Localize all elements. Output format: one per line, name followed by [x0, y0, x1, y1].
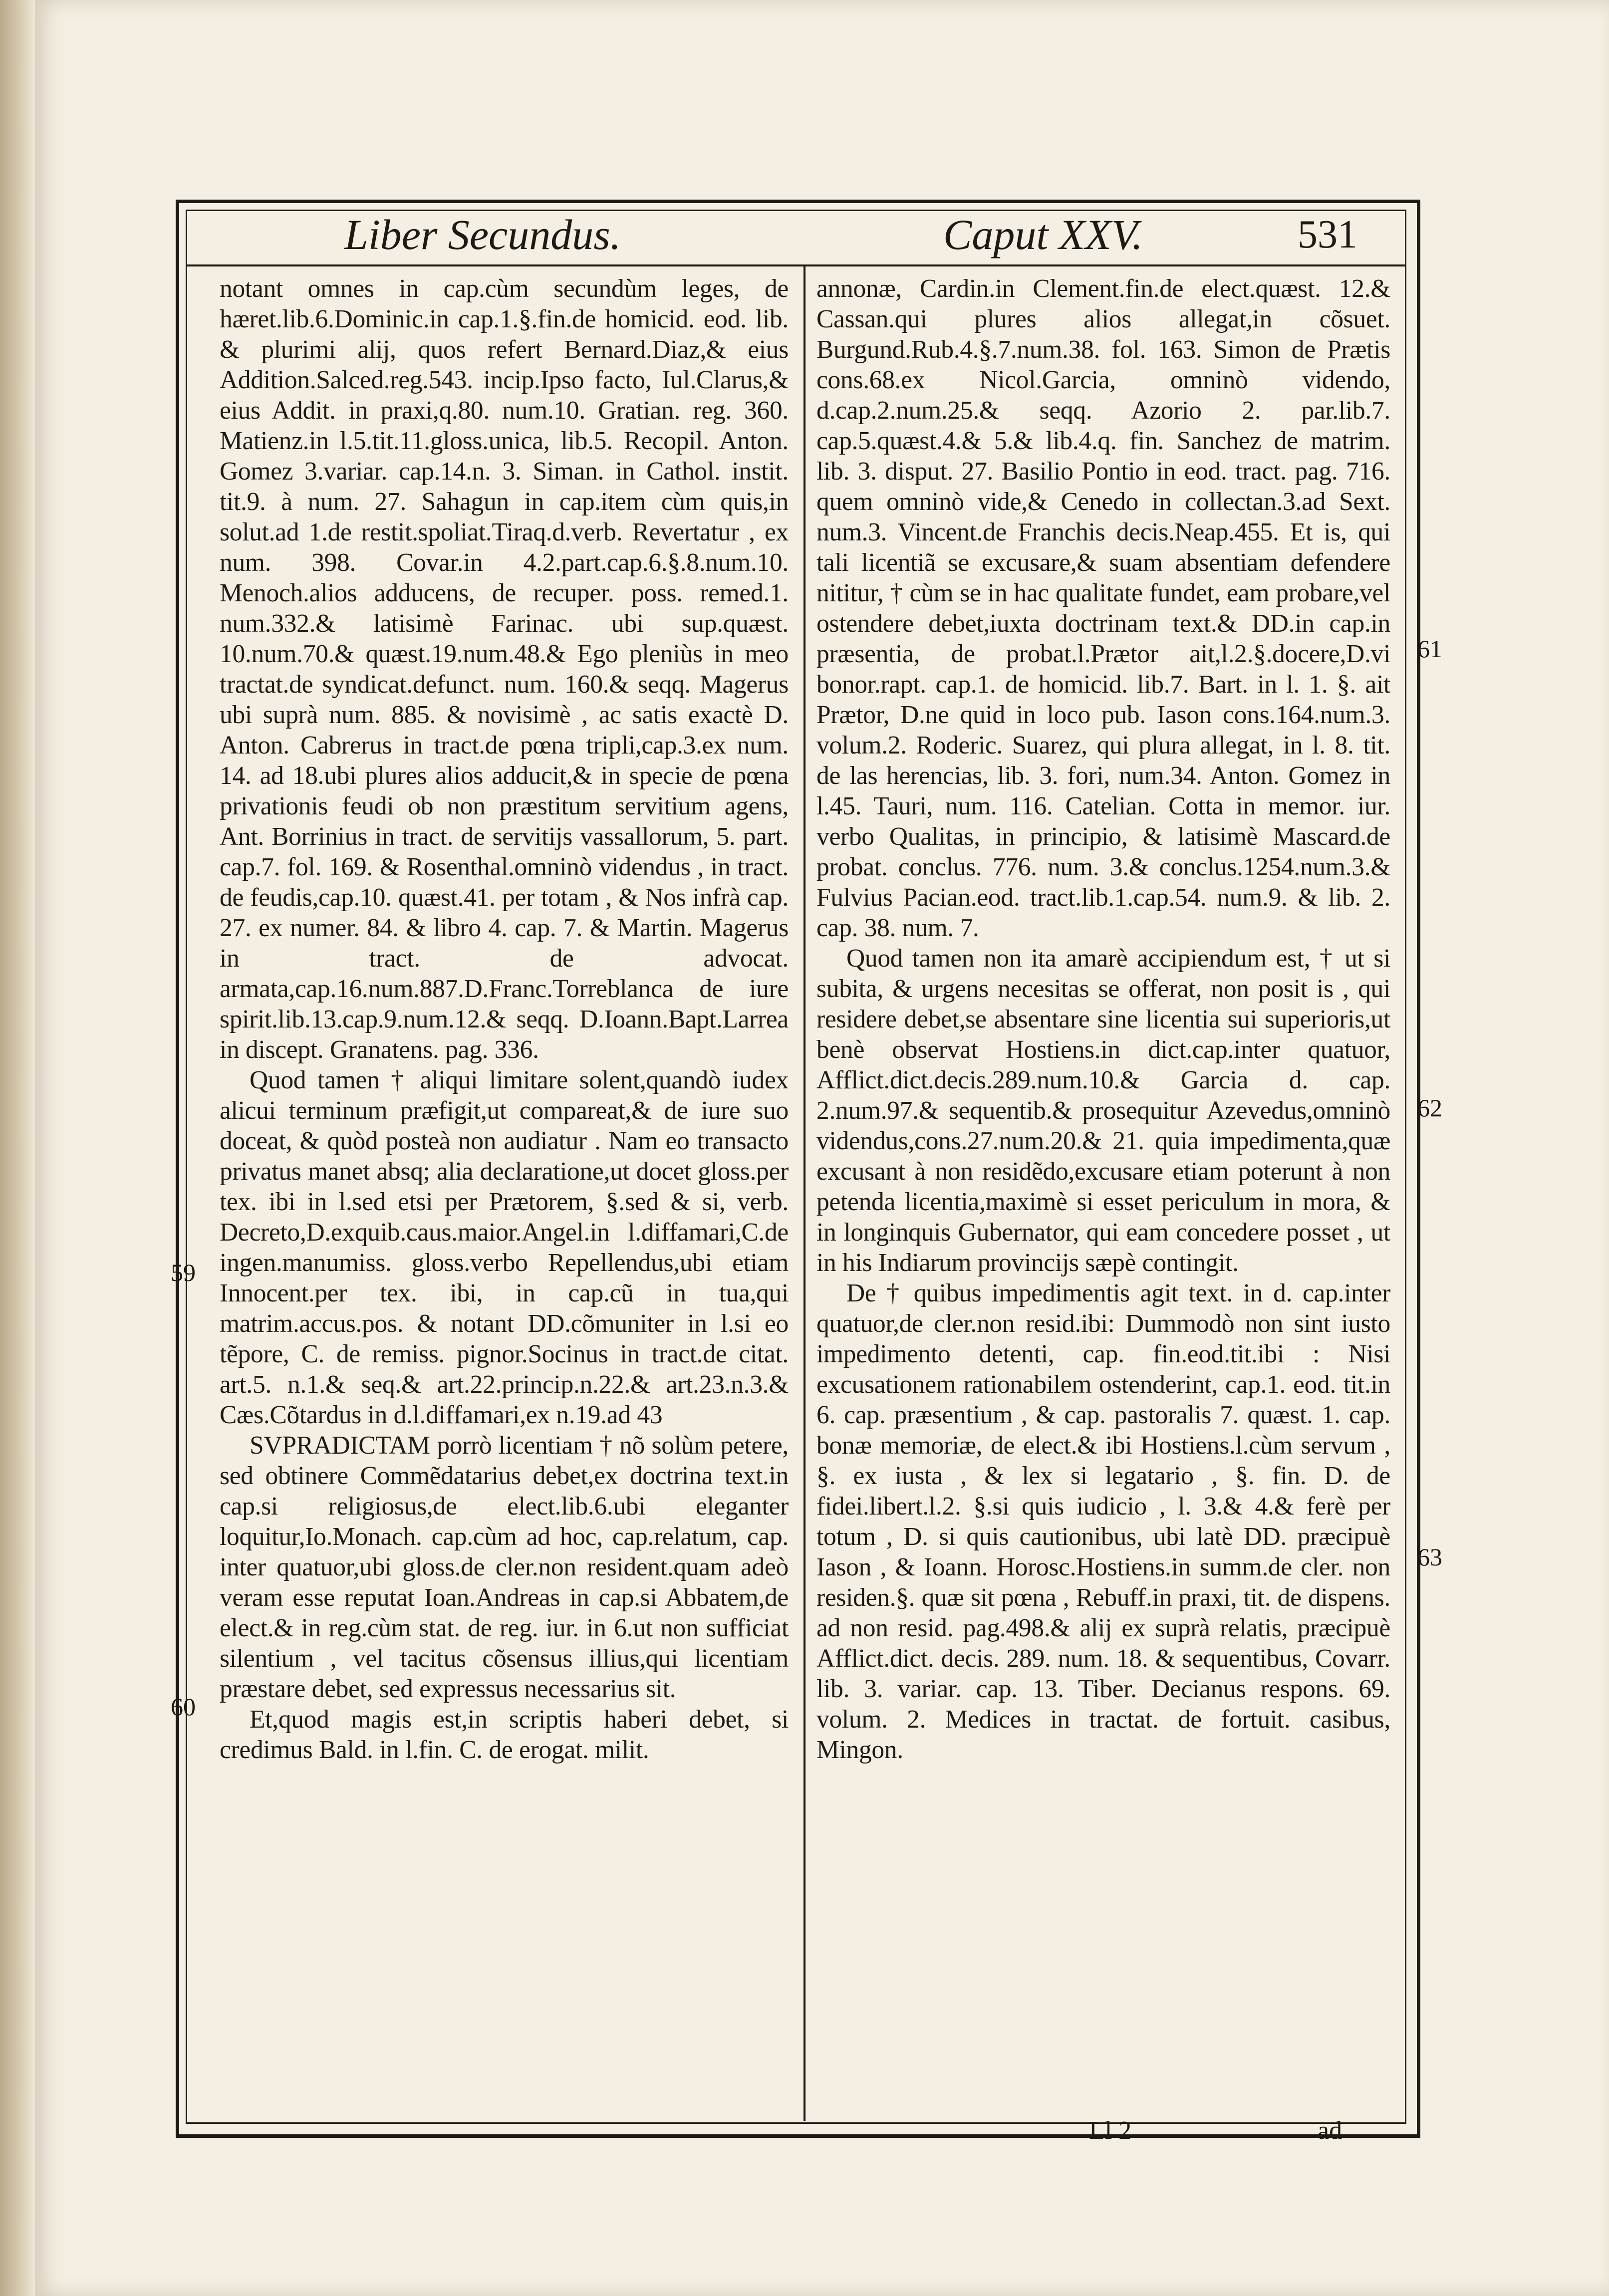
paragraph: De † quibus impedimentis agit text. in d. cap.inter quatuor,de cler.non resid.ibi: Dummodò non sint iusto impedimento detenti, cap. fin.eod.tit.ibi : Nisi excusationem rationabilem ostenderint, cap.1. eod. tit.in 6. cap. præsentium , & cap. pastoralis 7. quæst. 1. cap. bonæ memoriæ, de elect.& ibi Hostiens.l.cùm servum , §. ex iusta , & lex si legatario , §. fin. D. de fidei.libert.l.2. §.si quis iudicio , l. 3.& 4.& ferè per totum , D. si quis cautionibus, ubi latè DD. præcipuè Iason , & Ioann. Horosc.Hostiens.in summ.de cler. non residen.§. quæ sit pœna , Rebuff.in praxi, tit. de dispens. ad non resid. pag.498.& alij ex suprà relatis, præcipuè Afflict.dict. decis. 289. num. 18. & sequentibus, Covarr. lib. 3. variar. cap. 13. Tiber. Decianus respons. 69. volum. 2. Medices in tractat. de fortuit. casibus, Mingon.: [816, 1279, 1390, 1764]
book-spine-edge: [0, 0, 35, 2296]
header-rule: [186, 264, 1406, 266]
marginal-number: 61: [1417, 635, 1442, 663]
paragraph: SVPRADICTAM porrò licentiam † nõ solùm petere, sed obtinere Commẽdatarius debet,ex doctrina text.in cap.si religiosus,de elect.lib.6.ubi eleganter loquitur,Io.Monach. cap.cùm ad hoc, cap.relatum, cap. inter quatuor,ubi gloss.de cler.non resident.quam adeò veram esse reputat Ioan.Andreas in cap.si Abbatem,de elect.& in reg.cùm stat. de reg. iur. in 6.ut non sufficiat silentium , vel tacitus cõsensus illius,qui licentiam præstare debet, sed expressus necessarius sit.: [220, 1431, 789, 1703]
marginal-number: 62: [1417, 1094, 1442, 1122]
catchword: ad: [1318, 2116, 1342, 2145]
marginal-number: 60: [171, 1693, 196, 1721]
marginal-number: 63: [1417, 1543, 1442, 1571]
paragraph: Quod tamen non ita amarè accipiendum est, † ut si subita, & urgens necesitas se offerat, non posit is , qui residere debet,se absentare sine licentia sui superioris,ut benè observat Hostiens.in dict.cap.inter quatuor, Afflict.dict.decis.289.num.10.& Garcia d. cap. 2.num.97.& sequentib.& prosequitur Azevedus,omninò videndus,cons.27.num.20.& 21. quia impedimenta,quæ excusant à non residẽdo,excusare etiam poterunt à non petenda licentia,maximè si esset periculum in mora, & in longinquis Gubernator, qui eam concedere posset , ut in his Indiarum provincijs sæpè contingit.: [816, 944, 1390, 1277]
paragraph: Quod tamen † aliqui limitare solent,quandò iudex alicui terminum præfigit,ut compareat,& de iure suo doceat, & quòd posteà non audiatur . Nam eo transacto privatus manet absq; alia declaratione,ut docet gloss.per tex. ibi in l.sed etsi per Prætorem, §.sed & si, verb. Decreto,D.exquib.caus.maior.Angel.in l.diffamari,C.de ingen.manumiss. gloss.verbo Repellendus,ubi etiam Innocent.per tex. ibi, in cap.cũ in tua,qui matrim.accus.pos. & notant DD.cõmuniter in l.si eo tẽpore, C. de remiss. pignor.Socinus in tract.de citat. art.5. n.1.& seq.& art.22.princip.n.22.& art.23.n.3.& Cæs.Cõtardus in d.l.diffamari,ex n.19.ad 43: [220, 1066, 789, 1429]
signature-mark: Ll 2: [1089, 2116, 1132, 2145]
right-text-column: [816, 273, 1390, 2110]
paragraph: Et,quod magis est,in scriptis haberi debet, si credimus Bald. in l.fin. C. de erogat. milit.: [220, 1705, 789, 1764]
paragraph: annonæ, Cardin.in Clement.fin.de elect.quæst. 12.& Cassan.qui plures alios allegat,in cõsuet. Burgund.Rub.4.§.7.num.38. fol. 163. Simon de Prætis cons.68.ex Nicol.Garcia, omninò videndo, d.cap.2.num.25.& seqq. Azorio 2. par.lib.7. cap.5.quæst.4.& 5.& lib.4.q. fin. Sanchez de matrim. lib. 3. disput. 27. Basilio Pontio in eod. tract. pag. 716. quem omninò vide,& Cenedo in collectan.3.ad Sext. num.3. Vincent.de Franchis decis.Neap.455. Et is, qui tali licentiã se excusare,& suam absentiam defendere nititur, † cùm se in hac qualitate fundet, eam probare,vel ostendere debet,iuxta doctrinam text.& DD.in cap.in præsentia, de probat.l.Prætor ait,l.2.§.docere,D.vi bonor.rapt. cap.1. de homicid. lib.7. Bart. in l. 1. §. ait Prætor, D.ne quid in loco pub. Iason cons.164.num.3. volum.2. Roderic. Suarez, qui plura allegat, in l. 8. tit. de las herencias, lib. 3. fori, num.34. Anton. Gomez in l.45. Tauri, num. 116. Catelian. Cotta in memor. iur. verbo Qualitas, in principio, & latisimè Mascard.de probat. conclus. 776. num. 3.& conclus.1254.num.3.& Fulvius Pacian.eod. tract.lib.1.cap.54. num.9. & lib. 2. cap. 38. num. 7.: [816, 274, 1390, 942]
running-head-chapter: Caput XXV.: [943, 211, 1143, 258]
column-divider: [804, 264, 805, 2121]
paragraph: notant omnes in cap.cùm secundùm leges, de hæret.lib.6.Dominic.in cap.1.§.fin.de homicid. eod. lib. & plurimi alij, quos refert Bernard.Diaz,& eius Addition.Salced.reg.543. incip.Ipso facto, Iul.Clarus,& eius Addit. in praxi,q.80. num.10. Gratian. reg. 360. Matienz.in l.5.tit.11.gloss.unica, lib.5. Recopil. Anton. Gomez 3.variar. cap.14.n. 3. Siman. in Cathol. instit. tit.9. à num. 27. Sahagun in cap.item cùm quis,in solut.ad 1.de restit.spoliat.Tiraq.d.verb. Revertatur , ex num. 398. Covar.in 4.2.part.cap.6.§.8.num.10. Menoch.alios adducens, de recuper. poss. remed.1. num.332.& latisimè Farinac. ubi sup.quæst. 10.num.70.& quæst.19.num.48.& Ego pleniùs in meo tractat.de syndicat.defunct. num. 160.& seqq. Magerus ubi suprà num. 885. & novisimè , ac satis exactè D. Anton. Cabrerus in tract.de pœna tripli,cap.3.ex num. 14. ad 18.ubi plures alios adducit,& in specie de pœna privationis feudi ob non præstitum servitium agens, Ant. Borrinius in tract. de servitijs vassallorum, 5. part. cap.7. fol. 169. & Rosenthal.omninò videndus , in tract. de feudis,cap.10. quæst.41. per totam , & Nos infrà cap. 27. ex numer. 84. & libro 4. cap. 7. & Martin. Magerus in tract. de advocat. armata,cap.16.num.887.D.Franc.Torreblanca de iure spirit.lib.13.cap.9.num.12.& seqq. D.Ioann.Bapt.Larrea in discept. Granatens. pag. 336.: [220, 274, 789, 1064]
left-text-column: [220, 273, 789, 2110]
page-number: 531: [1298, 213, 1357, 256]
running-head-left: Liber Secundus.: [344, 211, 621, 258]
marginal-number: 59: [171, 1259, 196, 1286]
